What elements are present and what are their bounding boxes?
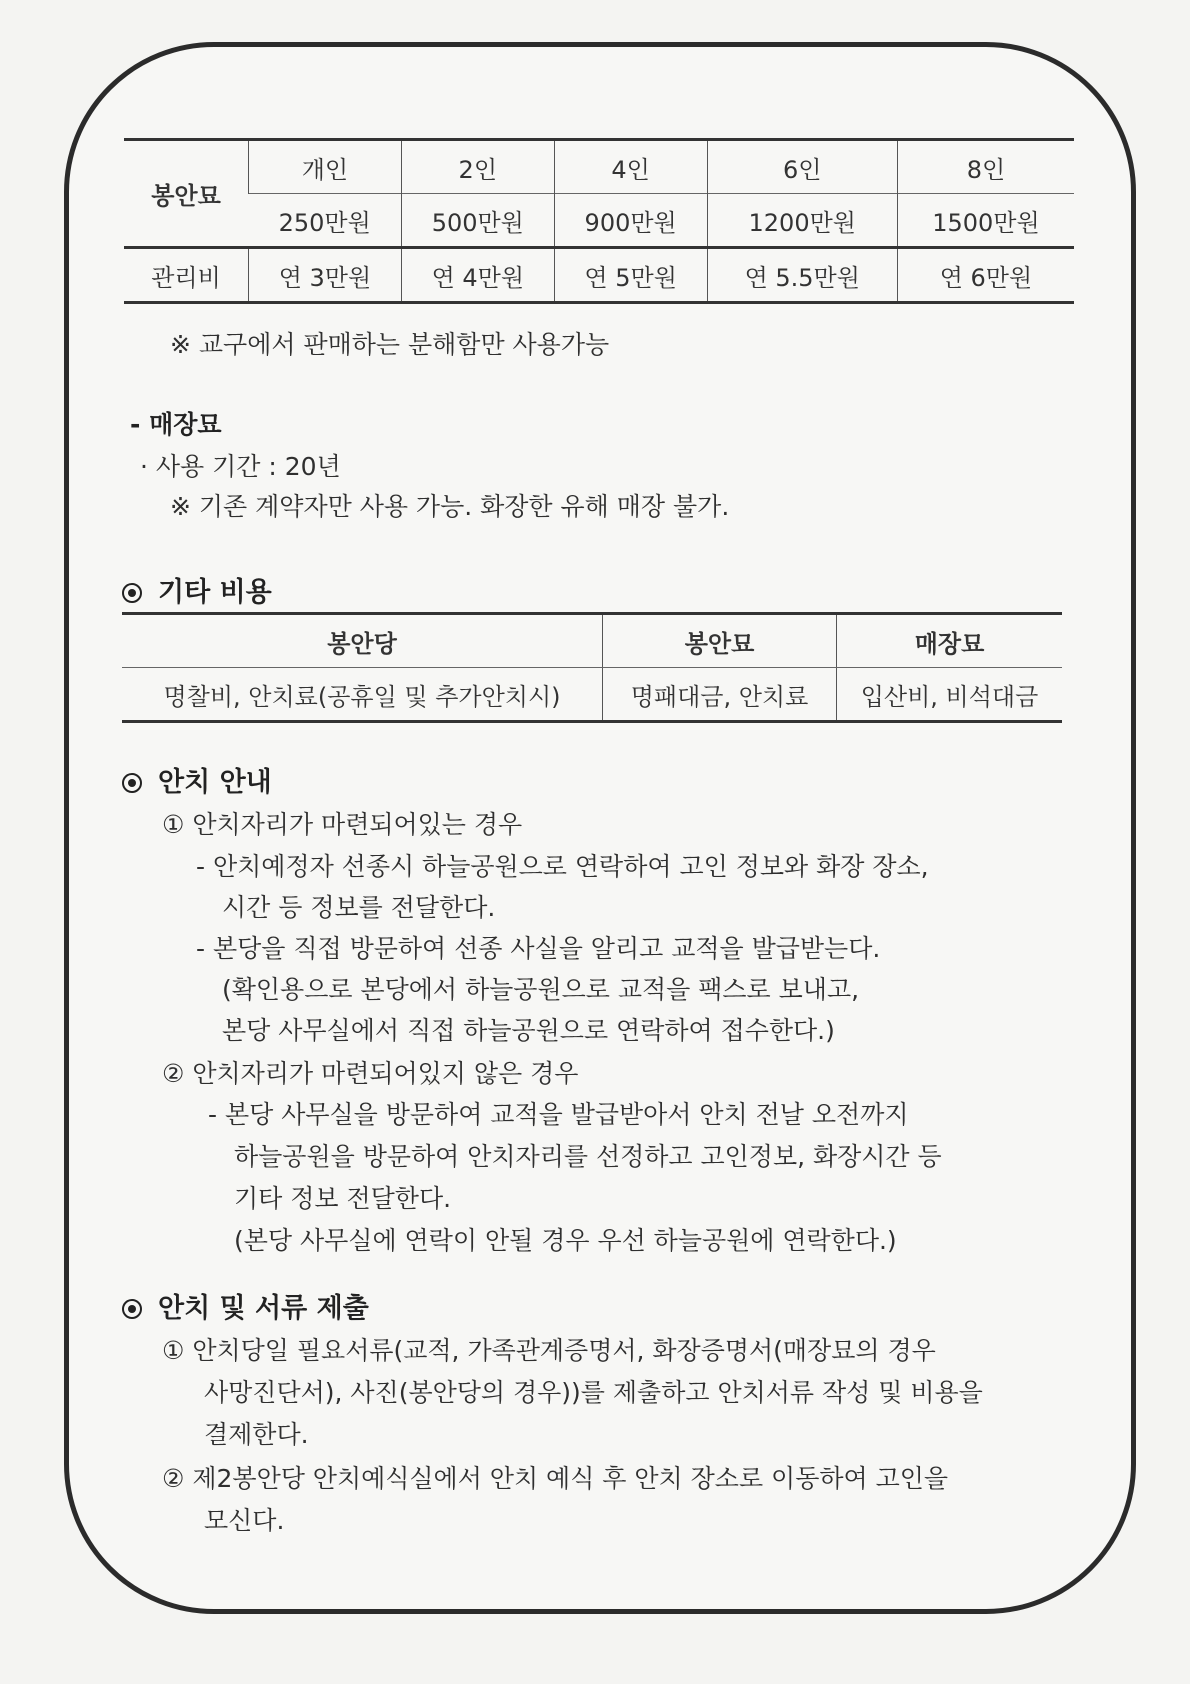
value-bonandang: 명찰비, 안치료(공휴일 및 추가안치시) — [163, 682, 561, 711]
price-table — [124, 138, 1074, 304]
type-cell: 6인 — [707, 140, 897, 194]
maejangmyo-title: - 매장묘 — [130, 410, 222, 439]
header-bonanmyo: 봉안묘 — [603, 614, 837, 668]
guide-case1: ① 안치자리가 마련되어있는 경우 — [162, 810, 523, 839]
type-cell: 4인 — [554, 140, 707, 194]
header-maejangmyo: 매장묘 — [837, 614, 1063, 668]
fee-cell: 연 3만원 — [249, 248, 402, 303]
fee-cell: 연 5.5만원 — [707, 248, 897, 303]
maejangmyo-period: · 사용 기간 : 20년 — [140, 452, 341, 481]
guide-case2: ② 안치자리가 마련되어있지 않은 경우 — [162, 1059, 579, 1088]
radio-bullet-icon — [122, 583, 142, 603]
other-costs-title: 기타 비용 — [158, 577, 272, 608]
header-bonandang: 봉안당 — [122, 614, 603, 668]
guide-case2-line: - 본당 사무실을 방문하여 교적을 발급받아서 안치 전날 오전까지 — [208, 1100, 909, 1129]
guide-case1-line: - 본당을 직접 방문하여 선종 사실을 알리고 교적을 발급받는다. — [196, 934, 881, 963]
fee-cell: 연 6만원 — [897, 248, 1074, 303]
price-cell: 250만원 — [249, 194, 402, 248]
price-cell: 1500만원 — [897, 194, 1074, 248]
fee-cell: 연 4만원 — [401, 248, 554, 303]
guide-heading — [122, 760, 272, 799]
submit-heading — [122, 1286, 369, 1325]
radio-bullet-icon — [122, 773, 142, 793]
rowhead-bonanmyo: 봉안묘 — [151, 182, 221, 210]
price-cell: 900만원 — [554, 194, 707, 248]
submit-line: 모신다. — [204, 1506, 285, 1535]
guide-case1-line: (확인용으로 본당에서 하늘공원으로 교적을 팩스로 보내고, — [222, 975, 860, 1004]
fee-cell: 연 5만원 — [554, 248, 707, 303]
guide-case1-line: - 안치예정자 선종시 하늘공원으로 연락하여 고인 정보와 화장 장소, — [196, 852, 929, 881]
maejangmyo-note: ※ 기존 계약자만 사용 가능. 화장한 유해 매장 불가. — [170, 492, 730, 521]
guide-case2-line: 기타 정보 전달한다. — [234, 1184, 452, 1213]
type-cell: 2인 — [401, 140, 554, 194]
guide-case2-line: (본당 사무실에 연락이 안될 경우 우선 하늘공원에 연락한다.) — [234, 1226, 897, 1255]
submit-line: ② 제2봉안당 안치예식실에서 안치 예식 후 안치 장소로 이동하여 고인을 — [162, 1464, 949, 1493]
value-bonanmyo: 명패대금, 안치료 — [603, 668, 837, 722]
price-cell: 500만원 — [401, 194, 554, 248]
guide-case2-line: 하늘공원을 방문하여 안치자리를 선정하고 고인정보, 화장시간 등 — [234, 1142, 942, 1171]
guide-case1-line: 시간 등 정보를 전달한다. — [222, 893, 496, 922]
price-cell: 1200만원 — [707, 194, 897, 248]
box-note: ※ 교구에서 판매하는 분해함만 사용가능 — [170, 330, 610, 359]
submit-line: ① 안치당일 필요서류(교적, 가족관계증명서, 화장증명서(매장묘의 경우 — [162, 1336, 936, 1365]
guide-case1-line: 본당 사무실에서 직접 하늘공원으로 연락하여 접수한다.) — [222, 1016, 835, 1045]
guide-title: 안치 안내 — [158, 767, 272, 798]
radio-bullet-icon — [122, 1299, 142, 1319]
rowhead-fee: 관리비 — [124, 248, 249, 303]
submit-line: 결제한다. — [204, 1420, 309, 1449]
value-maejangmyo: 입산비, 비석대금 — [837, 668, 1063, 722]
submit-title: 안치 및 서류 제출 — [158, 1293, 369, 1324]
other-costs-table — [122, 612, 1062, 723]
type-cell: 8인 — [897, 140, 1074, 194]
submit-line: 사망진단서), 사진(봉안당의 경우))를 제출하고 안치서류 작성 및 비용을 — [204, 1378, 983, 1407]
type-cell: 개인 — [249, 140, 402, 194]
other-costs-heading — [122, 570, 272, 609]
